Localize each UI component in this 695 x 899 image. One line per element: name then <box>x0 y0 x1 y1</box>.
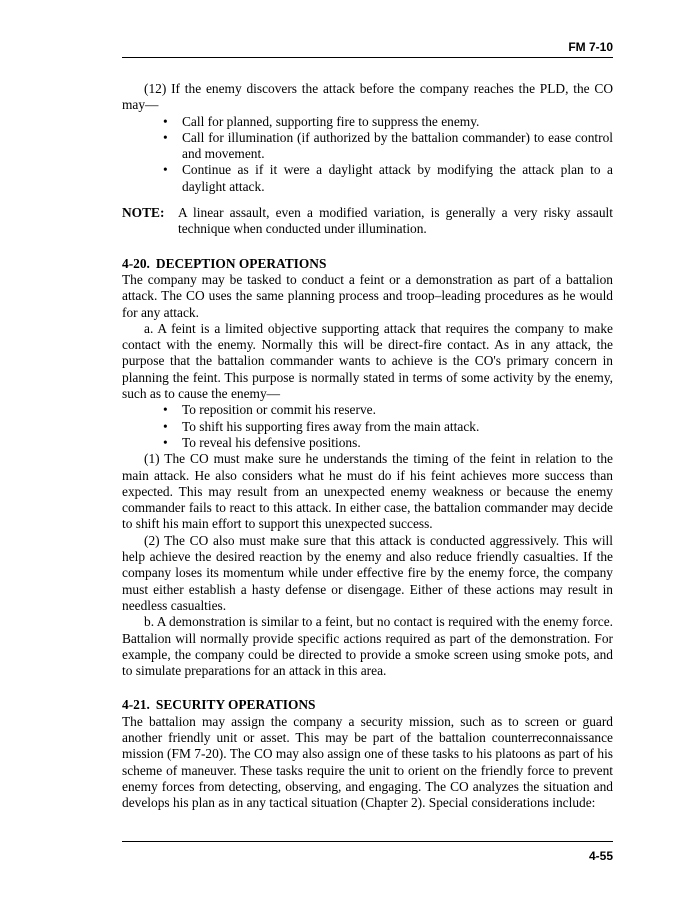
section-number: 4-20. <box>122 255 150 271</box>
section-heading-4-20 <box>122 256 613 272</box>
bullet-icon: • <box>163 418 168 434</box>
bullet-list-12 <box>122 114 613 195</box>
section-body: The battalion may assign the company a security mission, such as to screen or guard another friendly unit or asset. This may be part of the battalion counterreconnaissance mission (FM 7-20). The CO may also assign one of these tasks to his platoons as part of his scheme of maneuver. These tasks require the unit to orient on the friendly force to prevent enemy forces from detecting, observing, and engaging. The CO analyzes the situation and develops his plan as in any tactical situation (Chapter 2). Special considerations include: <box>122 713 613 811</box>
paragraph-b: b. A demonstration is similar to a feint, but no contact is required with the enemy force. Battalion will normally provide specific actions required as part of the demonstration. For example, the company could be directed to provide a smoke screen using smoke pots, and to simulate preparations for an attack in this area. <box>122 614 613 679</box>
list-item: • To shift his supporting fires away from the main attack. <box>163 418 480 434</box>
section-title: SECURITY OPERATIONS <box>155 697 316 713</box>
bullet-icon: • <box>163 402 168 418</box>
bullet-icon: • <box>163 162 168 178</box>
list-item: • To reposition or commit his reserve. <box>163 402 376 418</box>
note-block <box>122 205 613 238</box>
section-intro: The company may be tasked to conduct a feint or a demonstration as part of a battalion attack. The CO uses the same planning process and troop–leading procedures as he would for any attack. <box>122 271 613 320</box>
list-item: • To reveal his defensive positions. <box>163 434 361 450</box>
paragraph-2: (2) The CO also must make sure that this attack is conducted aggressively. This will help achieve the desired reaction by the enemy and also reduce friendly casualties. If the company loses its momentum while under effective fire by the enemy force, the company must either establish a hasty defense or disengage. Either of these actions may result in needless casualties. <box>122 532 613 613</box>
page-number: 4-55 <box>588 849 613 863</box>
list-item: • Call for planned, supporting fire to suppress the enemy. <box>163 113 480 129</box>
section-heading-4-21 <box>122 697 613 713</box>
bullet-icon: • <box>163 113 168 129</box>
section-title: DECEPTION OPERATIONS <box>155 255 327 271</box>
list-item: • Continue as if it were a daylight attack by modifying the attack plan to a daylight attack. <box>163 162 613 194</box>
paragraph-1: (1) The CO must make sure he understands the timing of the feint in relation to the main attack. He also considers what he must do if his feint achieves more success than expected. This may result from an unexpected enemy weakness or because the enemy commander fails to react to this attack. In either case, the battalion commander may decide to shift his main effort to support this unexpected success. <box>122 451 613 532</box>
running-header: FM 7-10 <box>568 40 613 54</box>
note-label: NOTE: <box>122 205 165 221</box>
bullet-icon: • <box>163 129 168 145</box>
footer-rule <box>122 841 613 842</box>
section-number: 4-21. <box>122 697 150 713</box>
note-text: A linear assault, even a modified variation, is generally a very risky assault technique when conducted under illumination. <box>178 205 613 237</box>
header-rule <box>122 57 613 58</box>
paragraph-a: a. A feint is a limited objective supporting attack that requires the company to make contact with the enemy. Normally this will be direct-fire contact. As in any attack, the purpose that the battalion commander wants to achieve is the CO's primary concern in planning the feint. This purpose is normally stated in terms of some activity by the enemy, such as to cause the enemy— <box>122 320 613 402</box>
paragraph-12: (12) If the enemy discovers the attack before the company reaches the PLD, the CO may— <box>122 81 613 113</box>
page-content <box>122 81 613 811</box>
list-item: • Call for illumination (if authorized by the battalion commander) to ease control and movement. <box>163 129 613 162</box>
bullet-icon: • <box>163 434 168 450</box>
bullet-list-feint <box>122 402 613 451</box>
